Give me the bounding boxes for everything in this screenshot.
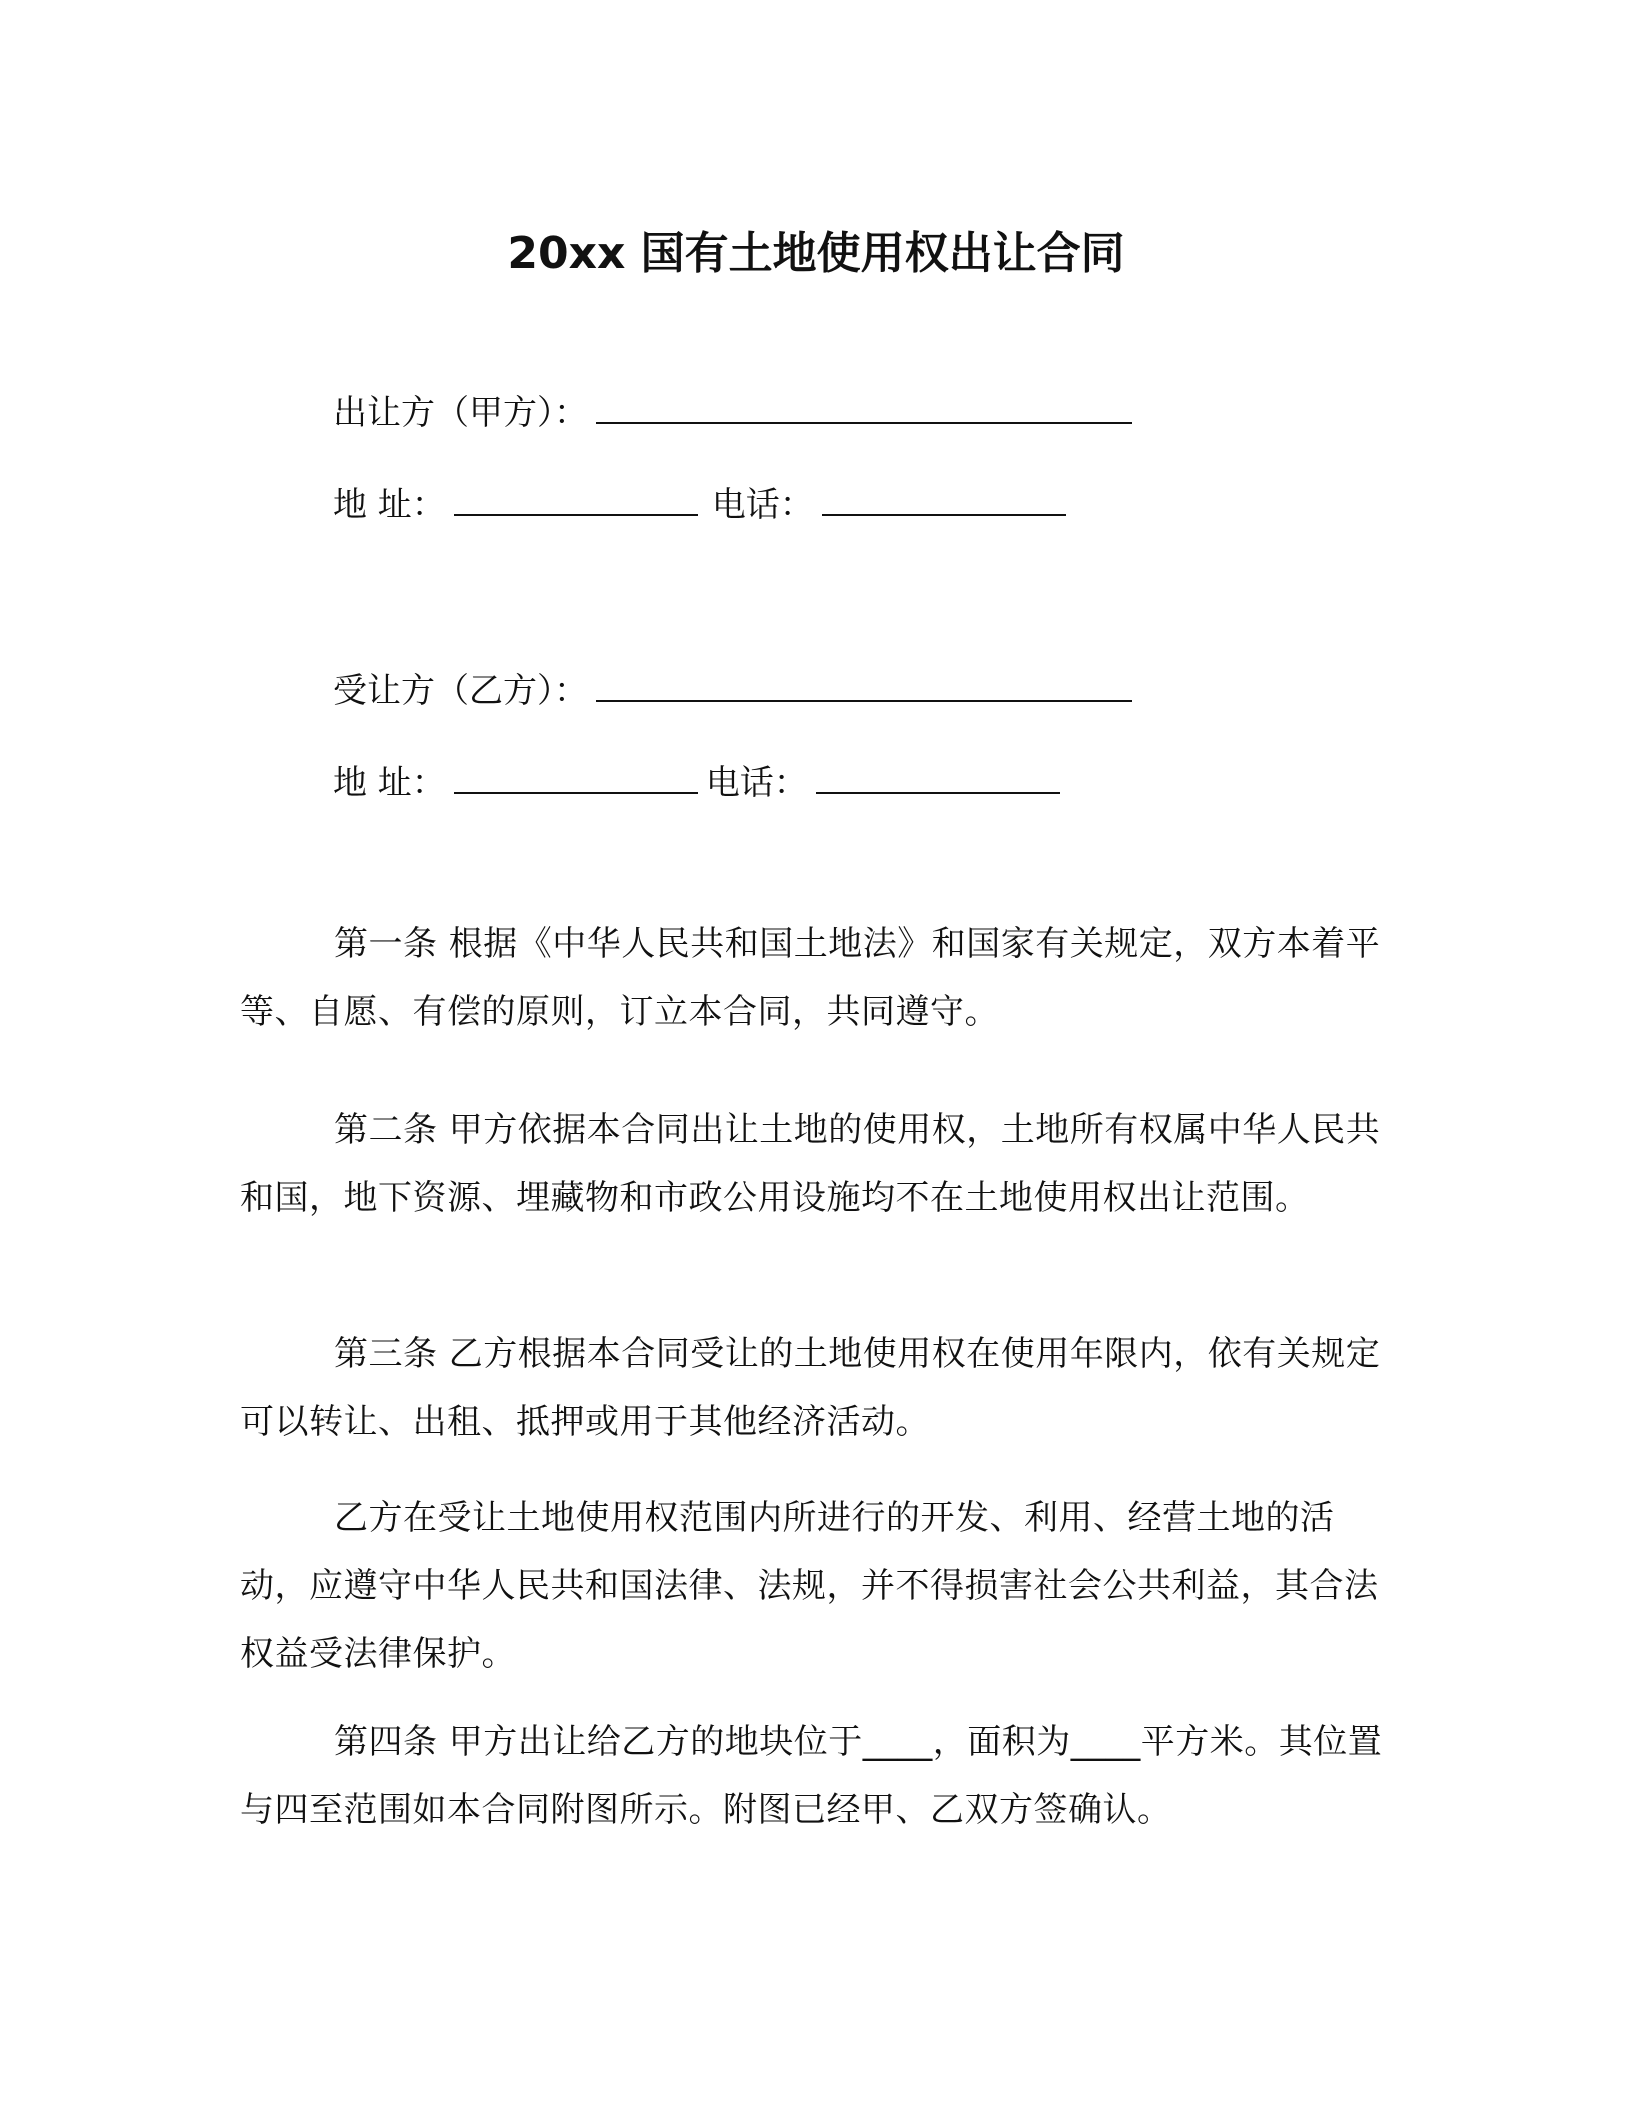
party-b-phone-label: 电话： — [705, 763, 808, 803]
party-a-phone-blank[interactable] — [822, 480, 1066, 516]
document-title: 20xx 国有土地使用权出让合同 — [507, 228, 1125, 279]
party-b-address-label: 地 址： — [333, 763, 446, 803]
article-3-continuation-paragraph: 乙方在受让土地使用权范围内所进行的开发、利用、经营土地的活动，应遵守中华人民共和国法律、法规，并不得损害社会公共利益，其合法权益受法律保护。 — [240, 1498, 1379, 1674]
party-a-label: 出让方（甲方）： — [333, 393, 588, 433]
party-b-name-blank[interactable] — [596, 666, 1132, 702]
party-a-phone-label: 电话： — [711, 485, 814, 525]
party-b-phone-blank[interactable] — [816, 758, 1060, 794]
article-1-paragraph: 第一条 根据《中华人民共和国土地法》和国家有关规定，双方本着平等、自愿、有偿的原则，订立本合同，共同遵守。 — [240, 924, 1381, 1032]
party-b-label: 受让方（乙方）： — [333, 671, 588, 711]
party-a-address-label: 地 址： — [333, 485, 446, 525]
party-b-contact-line — [333, 758, 1060, 808]
article-4-paragraph: 第四条 甲方出让给乙方的地块位于____，面积为____平方米。其位置与四至范围如本合同附图所示。附图已经甲、乙双方签确认。 — [240, 1722, 1383, 1830]
party-a-line — [333, 388, 1132, 438]
article-3-paragraph: 第三条 乙方根据本合同受让的土地使用权在使用年限内，依有关规定可以转让、出租、抵押或用于其他经济活动。 — [240, 1334, 1381, 1442]
party-a-name-blank[interactable] — [596, 388, 1132, 424]
article-2-paragraph: 第二条 甲方依据本合同出让土地的使用权，土地所有权属中华人民共和国，地下资源、埋藏物和市政公用设施均不在土地使用权出让范围。 — [240, 1110, 1381, 1218]
party-a-address-blank[interactable] — [454, 480, 698, 516]
party-b-address-blank[interactable] — [454, 758, 698, 794]
party-b-line — [333, 666, 1132, 716]
party-a-contact-line — [333, 480, 1066, 530]
